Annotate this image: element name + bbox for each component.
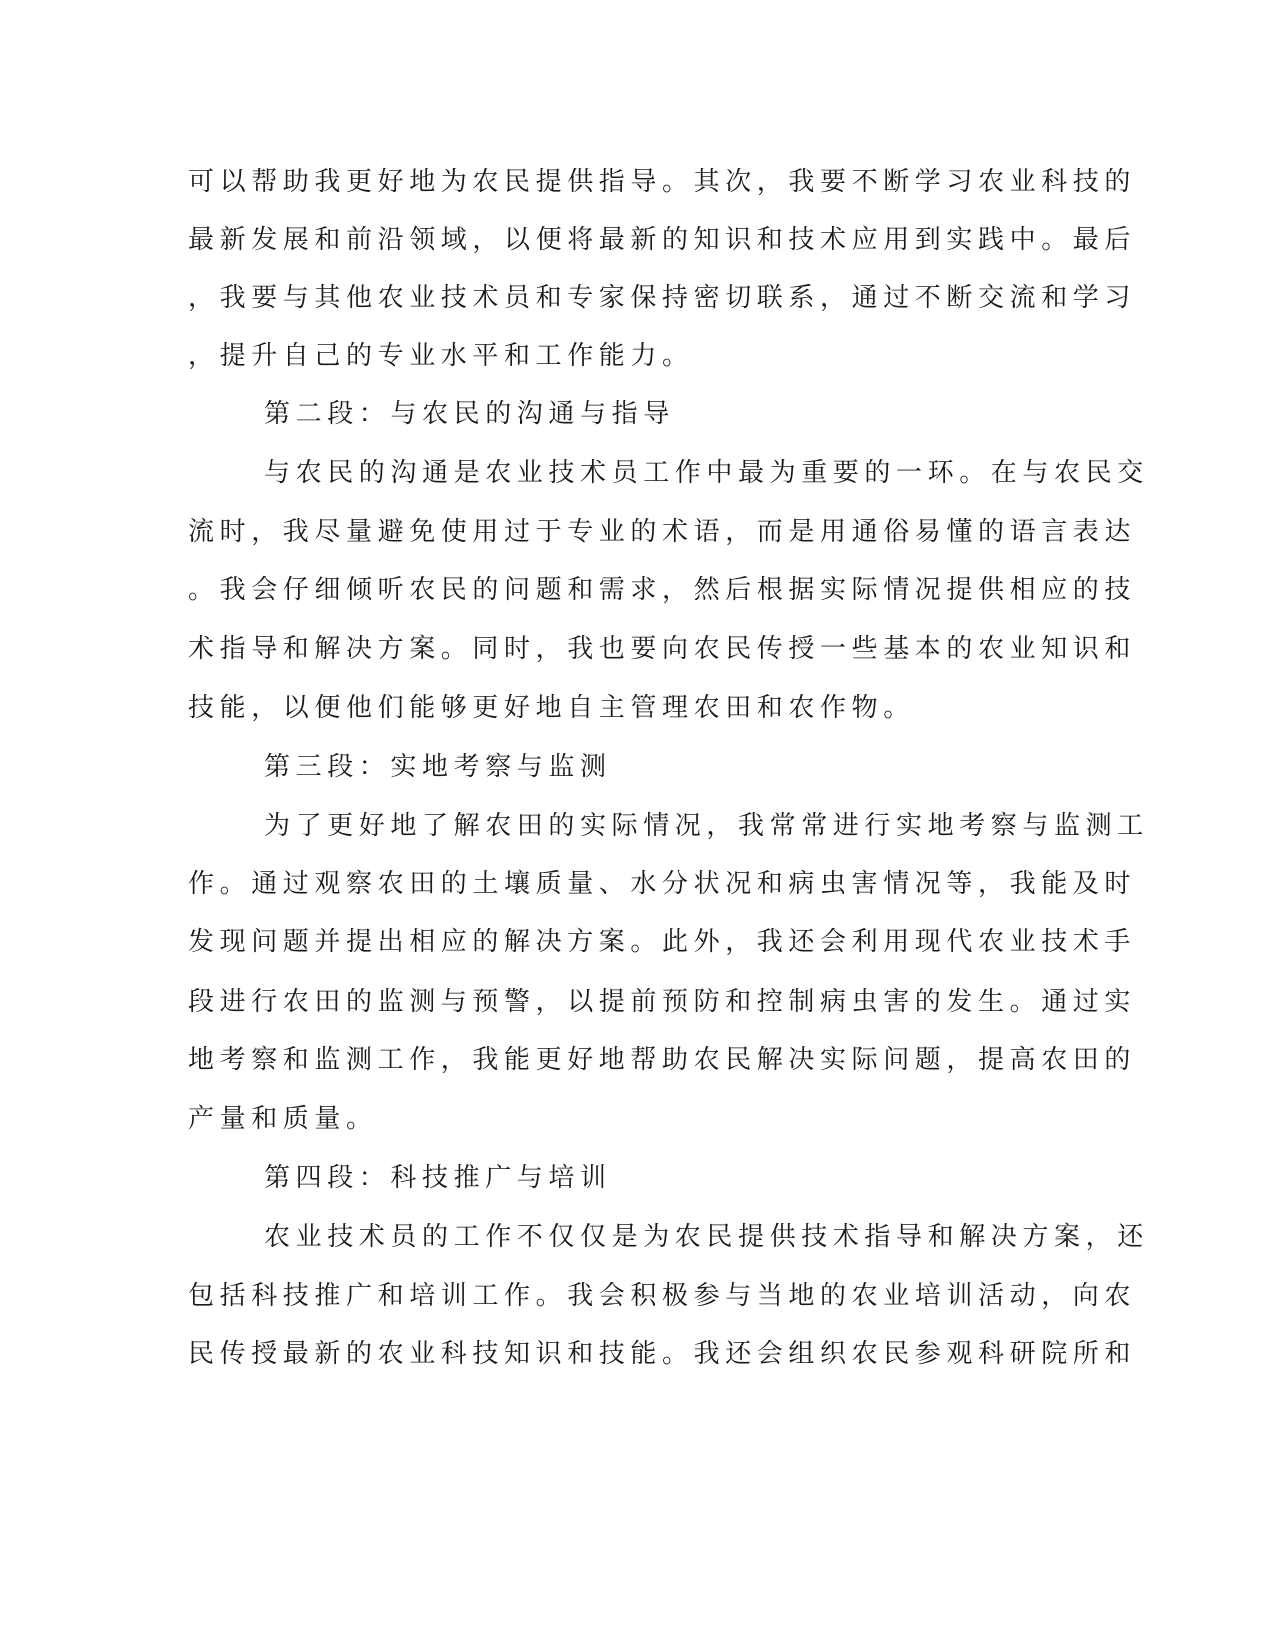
text-line: 包括科技推广和培训工作。我会积极参与当地的农业培训活动，向农 xyxy=(188,1281,1137,1311)
text-line: 最新发展和前沿领域，以便将最新的知识和技术应用到实践中。最后 xyxy=(188,225,1137,255)
text-line: 段进行农田的监测与预警，以提前预防和控制病虫害的发生。通过实 xyxy=(188,987,1137,1017)
paragraph-start-line: 农业技术员的工作不仅仅是为农民提供技术指导和解决方案，还 xyxy=(264,1222,1149,1252)
text-line: 可以帮助我更好地为农民提供指导。其次，我要不断学习农业科技的 xyxy=(188,167,1137,197)
text-line: 民传授最新的农业科技知识和技能。我还会组织农民参观科研院所和 xyxy=(188,1339,1137,1369)
text-line: 技能，以便他们能够更好地自主管理农田和农作物。 xyxy=(188,693,915,723)
text-line: 。我会仔细倾听农民的问题和需求，然后根据实际情况提供相应的技 xyxy=(188,575,1137,605)
paragraph-start-line: 与农民的沟通是农业技术员工作中最为重要的一环。在与农民交 xyxy=(264,458,1149,488)
text-line: 发现问题并提出相应的解决方案。此外，我还会利用现代农业技术手 xyxy=(188,927,1137,957)
text-line: 流时，我尽量避免使用过于专业的术语，而是用通俗易懂的语言表达 xyxy=(188,517,1137,547)
text-line: 作。通过观察农田的土壤质量、水分状况和病虫害情况等，我能及时 xyxy=(188,869,1137,899)
text-line: ，我要与其他农业技术员和专家保持密切联系，通过不断交流和学习 xyxy=(188,283,1137,313)
section-heading: 第四段：科技推广与培训 xyxy=(264,1163,612,1193)
text-line: ，提升自己的专业水平和工作能力。 xyxy=(188,341,694,371)
paragraph-start-line: 为了更好地了解农田的实际情况，我常常进行实地考察与监测工 xyxy=(264,811,1149,841)
section-heading: 第二段：与农民的沟通与指导 xyxy=(264,399,675,429)
text-line: 地考察和监测工作，我能更好地帮助农民解决实际问题，提高农田的 xyxy=(188,1045,1137,1075)
section-heading: 第三段：实地考察与监测 xyxy=(264,752,612,782)
text-line: 术指导和解决方案。同时，我也要向农民传授一些基本的农业知识和 xyxy=(188,634,1137,664)
text-line: 产量和质量。 xyxy=(188,1104,378,1134)
